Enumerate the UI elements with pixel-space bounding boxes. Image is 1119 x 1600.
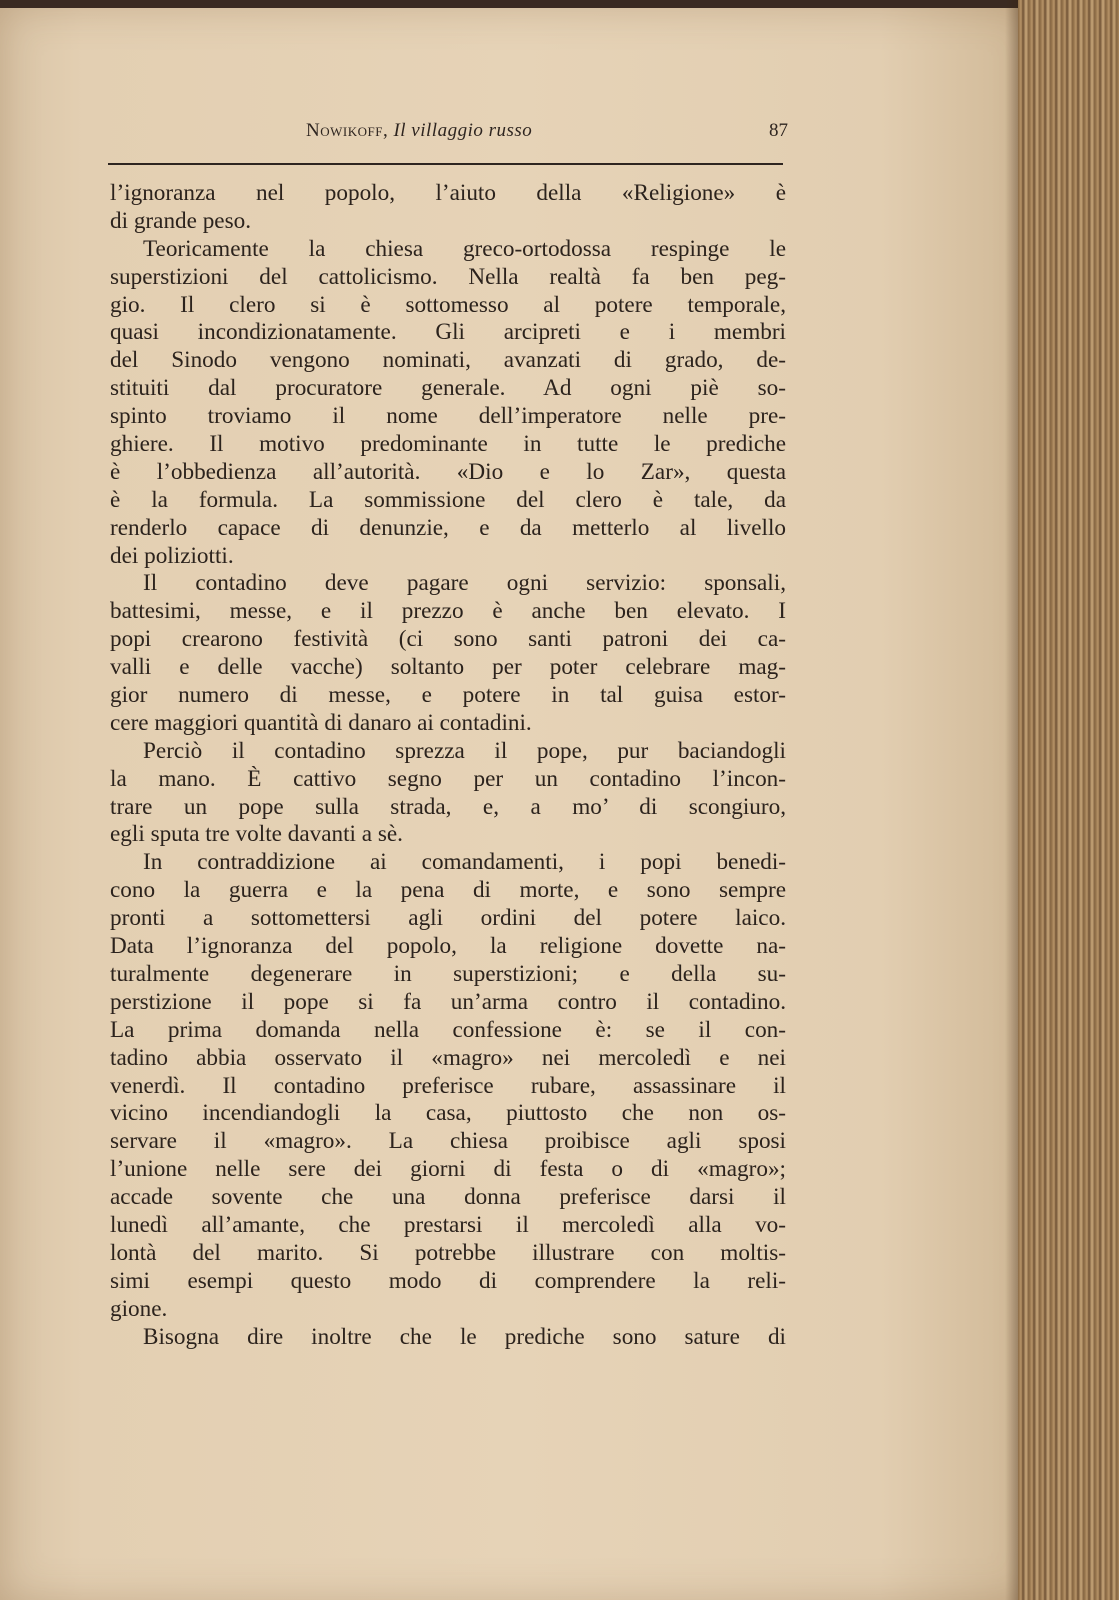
text-line: cono la guerra e la pena di morte, e sono sempre [110, 877, 786, 904]
text-line: Data l’ignoranza del popolo, la religione dovette na- [110, 933, 786, 960]
text-line: lunedì all’amante, che prestarsi il mercoledì alla vo- [110, 1211, 786, 1238]
text-line: Bisogna dire inoltre che le prediche sono sature di [143, 1323, 786, 1350]
book-edge [1018, 0, 1119, 1600]
text-line: egli sputa tre volte davanti a sè. [110, 821, 403, 848]
running-header [108, 120, 788, 150]
page-number: 87 [769, 120, 788, 141]
body-text [110, 180, 786, 1351]
text-line: di grande peso. [110, 207, 252, 234]
text-line: è l’obbedienza all’autorità. «Dio e lo Zar», questa [110, 458, 786, 485]
text-line: gio. Il clero si è sottomesso al potere temporale, [110, 291, 786, 318]
text-line: valli e delle vacche) soltanto per poter celebrare mag- [110, 654, 786, 681]
text-line: cere maggiori quantità di danaro ai contadini. [110, 709, 532, 736]
text-line: Il contadino deve pagare ogni servizio: sponsali, [143, 570, 786, 597]
text-line: lontà del marito. Si potrebbe illustrare con moltis- [110, 1239, 786, 1266]
text-line: accade sovente che una donna preferisce darsi il [110, 1184, 786, 1211]
text-line: Teoricamente la chiesa greco-ortodossa respinge le [143, 235, 786, 262]
text-line: In contraddizione ai comandamenti, i popi benedi- [143, 849, 786, 876]
header-rule [108, 163, 783, 165]
running-head [306, 120, 532, 142]
text-line: vicino incendiandogli la casa, piuttosto che non os- [110, 1100, 786, 1127]
text-line: l’ignoranza nel popolo, l’aiuto della «Religione» è [110, 180, 786, 206]
text-line: popi crearono festività (ci sono santi patroni dei ca- [110, 626, 786, 653]
text-line: l’unione nelle sere dei giorni di festa o di «magro»; [110, 1156, 786, 1183]
text-line: renderlo capace di denunzie, e da metterlo al livello [110, 514, 786, 541]
text-line: trare un pope sulla strada, e, a mo’ di scongiuro, [110, 793, 786, 820]
text-line: tadino abbia osservato il «magro» nei mercoledì e nei [110, 1044, 786, 1071]
header-author: Nowikoff, [306, 120, 389, 141]
text-line: turalmente degenerare in superstizioni; e della su- [110, 960, 786, 987]
text-line: simi esempi questo modo di comprendere la reli- [110, 1267, 786, 1294]
text-line: battesimi, messe, e il prezzo è anche ben elevato. I [110, 598, 786, 625]
text-line: è la formula. La sommissione del clero è tale, da [110, 486, 786, 513]
text-line: stituiti dal procuratore generale. Ad ogni piè so- [110, 375, 786, 402]
text-line: superstizioni del cattolicismo. Nella realtà fa ben peg- [110, 263, 786, 290]
text-line: gior numero di messe, e potere in tal guisa estor- [110, 682, 786, 709]
text-line: spinto troviamo il nome dell’imperatore nelle pre- [110, 403, 786, 430]
text-line: dei poliziotti. [110, 542, 234, 569]
text-line: del Sinodo vengono nominati, avanzati di grado, de- [110, 347, 786, 374]
header-title: Il villaggio russo [393, 120, 533, 141]
text-line: quasi incondizionatamente. Gli arcipreti e i membri [110, 319, 786, 346]
text-line: la mano. È cattivo segno per un contadino l’incon- [110, 765, 786, 792]
text-line: venerdì. Il contadino preferisce rubare, assassinare il [110, 1072, 786, 1099]
text-line: perstizione il pope si fa un’arma contro il contadino. [110, 988, 786, 1015]
text-line: servare il «magro». La chiesa proibisce agli sposi [110, 1128, 786, 1155]
text-line: La prima domanda nella confessione è: se il con- [110, 1016, 786, 1043]
text-line: gione. [110, 1295, 168, 1322]
book-page [0, 8, 1035, 1600]
text-line: ghiere. Il motivo predominante in tutte le prediche [110, 431, 786, 458]
text-line: pronti a sottomettersi agli ordini del potere laico. [110, 905, 786, 932]
text-line: Perciò il contadino sprezza il pope, pur baciandogli [143, 737, 786, 764]
